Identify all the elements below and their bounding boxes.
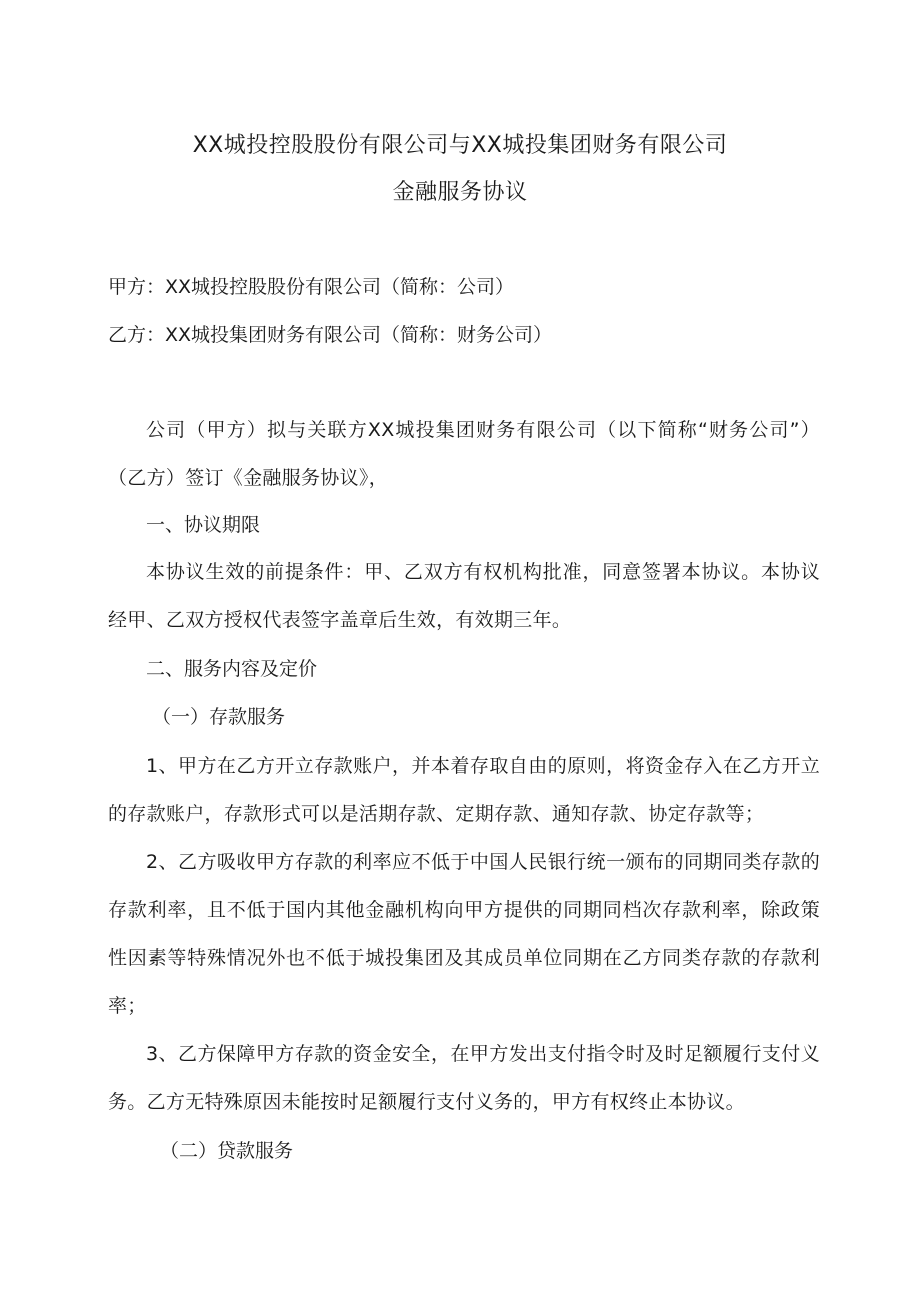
party-b-line: 乙方：XX城投集团财务有限公司（简称：财务公司） [108,324,553,346]
section1-paragraph: 本协议生效的前提条件：甲、乙双方有权机构批准，同意签署本协议。本协议经甲、乙双方授权代表签字盖章后生效，有效期三年。 [108,561,820,631]
document-title-line2: 金融服务协议 [392,180,528,205]
sub1-heading: （一）存款服务 [152,706,286,728]
sub2-heading: （二）贷款服务 [160,1140,294,1162]
section2-heading: 二、服务内容及定价 [146,658,318,680]
item2-paragraph: 2、乙方吸收甲方存款的利率应不低于中国人民银行统一颁布的同期同类存款的存款利率，且不低于国内其他金融机构向甲方提供的同期同档次存款利率，除政策性因素等特殊情况外也不低于城投集团及其成员单位同期在乙方同类存款的存款利率； [108,851,820,1017]
item3-paragraph: 3、乙方保障甲方存款的资金安全，在甲方发出支付指令时及时足额履行支付义务。乙方无特殊原因未能按时足额履行支付义务的，甲方有权终止本协议。 [108,1043,820,1113]
item1-paragraph: 1、甲方在乙方开立存款账户，并本着存取自由的原则，将资金存入在乙方开立的存款账户，存款形式可以是活期存款、定期存款、通知存款、协定存款等； [108,755,820,825]
section1-heading: 一、协议期限 [146,514,261,536]
document-title-line1: XX城投控股股份有限公司与XX城投集团财务有限公司 [192,133,728,158]
party-a-line: 甲方：XX城投控股股份有限公司（简称：公司） [108,276,515,298]
intro-paragraph: 公司（甲方）拟与关联方XX城投集团财务有限公司（以下简称“财务公司”）（乙方）签订《金融服务协议》， [108,419,820,489]
